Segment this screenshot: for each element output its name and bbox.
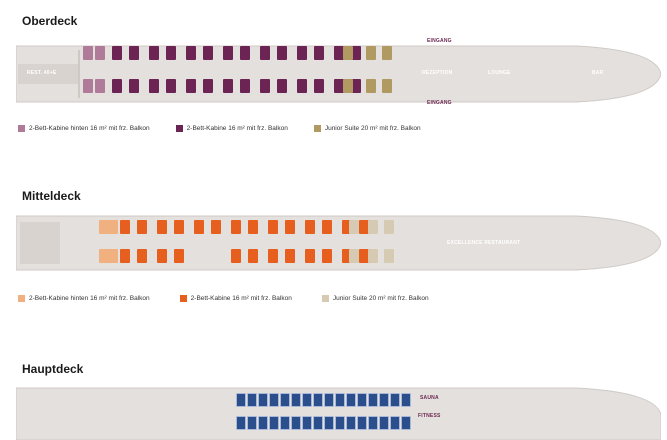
legend-item <box>180 295 292 302</box>
cabin-junior-suite <box>349 220 359 234</box>
cabin-standard <box>137 249 147 263</box>
cabin-standard <box>236 416 246 430</box>
oberdeck-eingang-top-label: EINGANG <box>427 38 452 44</box>
cabin-standard <box>112 46 122 60</box>
oberdeck-legend <box>18 125 447 132</box>
cabin-standard <box>186 79 196 93</box>
cabin-standard <box>236 393 246 407</box>
cabin-standard <box>129 46 139 60</box>
mitteldeck-legend <box>18 295 455 302</box>
legend-item <box>322 295 429 302</box>
cabin-junior-suite <box>366 79 376 93</box>
cabin-standard <box>269 393 279 407</box>
hauptdeck-title: Hauptdeck <box>22 362 84 376</box>
legend-item <box>18 295 150 302</box>
cabin-standard <box>314 79 324 93</box>
cabin-standard <box>174 220 184 234</box>
cabin-standard <box>314 46 324 60</box>
cabin-standard <box>203 79 213 93</box>
cabin-rear <box>95 46 105 60</box>
cabin-standard <box>137 220 147 234</box>
cabin-standard <box>324 416 334 430</box>
cabin-standard <box>368 393 378 407</box>
cabin-standard <box>335 393 345 407</box>
legend-label: 2-Bett-Kabine hinten 16 m² mit frz. Balkon <box>29 295 150 302</box>
cabin-standard <box>186 46 196 60</box>
hauptdeck-fitness-label: FITNESS <box>418 413 441 419</box>
cabin-junior-suite <box>349 249 359 263</box>
cabin-standard <box>313 393 323 407</box>
cabin-standard <box>166 46 176 60</box>
cabin-standard <box>149 46 159 60</box>
cabin-standard <box>247 393 257 407</box>
legend-item <box>176 125 288 132</box>
cabin-standard <box>120 220 130 234</box>
cabin-standard <box>359 249 369 263</box>
cabin-standard <box>240 46 250 60</box>
cabin-standard <box>129 79 139 93</box>
cabin-standard <box>401 393 411 407</box>
legend-swatch <box>18 125 25 132</box>
cabin-standard <box>231 220 241 234</box>
cabin-standard <box>291 393 301 407</box>
cabin-standard <box>305 249 315 263</box>
cabin-standard <box>260 46 270 60</box>
cabin-standard <box>112 79 122 93</box>
cabin-standard <box>346 416 356 430</box>
cabin-junior-suite <box>366 46 376 60</box>
legend-item <box>314 125 421 132</box>
mitteldeck-restaurant-label: EXCELLENCE RESTAURANT <box>447 240 521 246</box>
cabin-standard <box>291 416 301 430</box>
cabin-standard <box>297 46 307 60</box>
cabin-standard <box>280 393 290 407</box>
oberdeck-rezeption-label: REZEPTION <box>422 70 453 76</box>
cabin-standard <box>302 393 312 407</box>
cabin-standard <box>258 416 268 430</box>
cabin-standard <box>305 220 315 234</box>
oberdeck-eingang-bottom-label: EINGANG <box>427 100 452 106</box>
cabin-standard <box>157 249 167 263</box>
cabin-junior-suite <box>382 46 392 60</box>
cabin-standard <box>223 46 233 60</box>
cabin-standard <box>260 79 270 93</box>
cabin-junior-suite <box>343 46 353 60</box>
cabin-standard <box>174 249 184 263</box>
cabin-junior-suite <box>384 249 394 263</box>
cabin-standard <box>322 249 332 263</box>
cabin-standard <box>346 393 356 407</box>
oberdeck-lounge-label: LOUNGE <box>488 70 511 76</box>
cabin-standard <box>379 416 389 430</box>
cabin-standard <box>322 220 332 234</box>
cabin-standard <box>277 46 287 60</box>
cabin-standard <box>211 220 221 234</box>
cabin-standard <box>166 79 176 93</box>
cabin-junior-suite <box>382 79 392 93</box>
cabin-rear <box>95 79 105 93</box>
cabin-standard <box>313 416 323 430</box>
cabin-standard <box>194 220 204 234</box>
cabin-standard <box>357 416 367 430</box>
cabin-junior-suite <box>368 220 378 234</box>
legend-label: 2-Bett-Kabine 16 m² mit frz. Balkon <box>186 125 288 132</box>
legend-label: Junior Suite 20 m² mit frz. Balkon <box>324 125 421 132</box>
cabin-standard <box>359 220 369 234</box>
legend-swatch <box>18 295 25 302</box>
cabin-standard <box>268 220 278 234</box>
cabin-junior-suite <box>368 249 378 263</box>
cabin-standard <box>280 416 290 430</box>
mitteldeck-title: Mitteldeck <box>22 189 81 203</box>
cabin-standard <box>149 79 159 93</box>
cabin-standard <box>223 79 233 93</box>
cabin-standard <box>268 249 278 263</box>
cabin-standard <box>302 416 312 430</box>
cabin-standard <box>285 220 295 234</box>
cabin-standard <box>240 79 250 93</box>
cabin-standard <box>120 249 130 263</box>
cabin-standard <box>269 416 279 430</box>
cabin-standard <box>285 249 295 263</box>
cabin-standard <box>390 416 400 430</box>
legend-swatch <box>176 125 183 132</box>
oberdeck-bar-label: BAR <box>592 70 604 76</box>
cabin-standard <box>258 393 268 407</box>
cabin-standard <box>248 249 258 263</box>
cabin-standard <box>297 79 307 93</box>
cabin-standard <box>157 220 167 234</box>
cabin-standard <box>247 416 257 430</box>
legend-label: 2-Bett-Kabine 16 m² mit frz. Balkon <box>190 295 292 302</box>
cabin-standard <box>231 249 241 263</box>
legend-label: Junior Suite 20 m² mit frz. Balkon <box>332 295 429 302</box>
cabin-junior-suite <box>384 220 394 234</box>
legend-label: 2-Bett-Kabine hinten 16 m² mit frz. Balkon <box>29 125 150 132</box>
legend-swatch <box>322 295 329 302</box>
cabin-standard <box>335 416 345 430</box>
cabin-standard <box>324 393 334 407</box>
cabin-rear <box>83 46 93 60</box>
cabin-rear <box>108 220 118 234</box>
hauptdeck-sauna-label: SAUNA <box>420 395 439 401</box>
oberdeck-rest-label: REST. 40+E <box>27 70 57 76</box>
cabin-standard <box>368 416 378 430</box>
cabin-junior-suite <box>343 79 353 93</box>
oberdeck-title: Oberdeck <box>22 14 78 28</box>
legend-swatch <box>180 295 187 302</box>
cabin-standard <box>277 79 287 93</box>
legend-item <box>18 125 150 132</box>
cabin-standard <box>401 416 411 430</box>
cabin-rear <box>108 249 118 263</box>
legend-swatch <box>314 125 321 132</box>
cabin-standard <box>379 393 389 407</box>
cabin-standard <box>357 393 367 407</box>
cabin-standard <box>203 46 213 60</box>
cabin-standard <box>248 220 258 234</box>
cabin-standard <box>390 393 400 407</box>
cabin-rear <box>83 79 93 93</box>
